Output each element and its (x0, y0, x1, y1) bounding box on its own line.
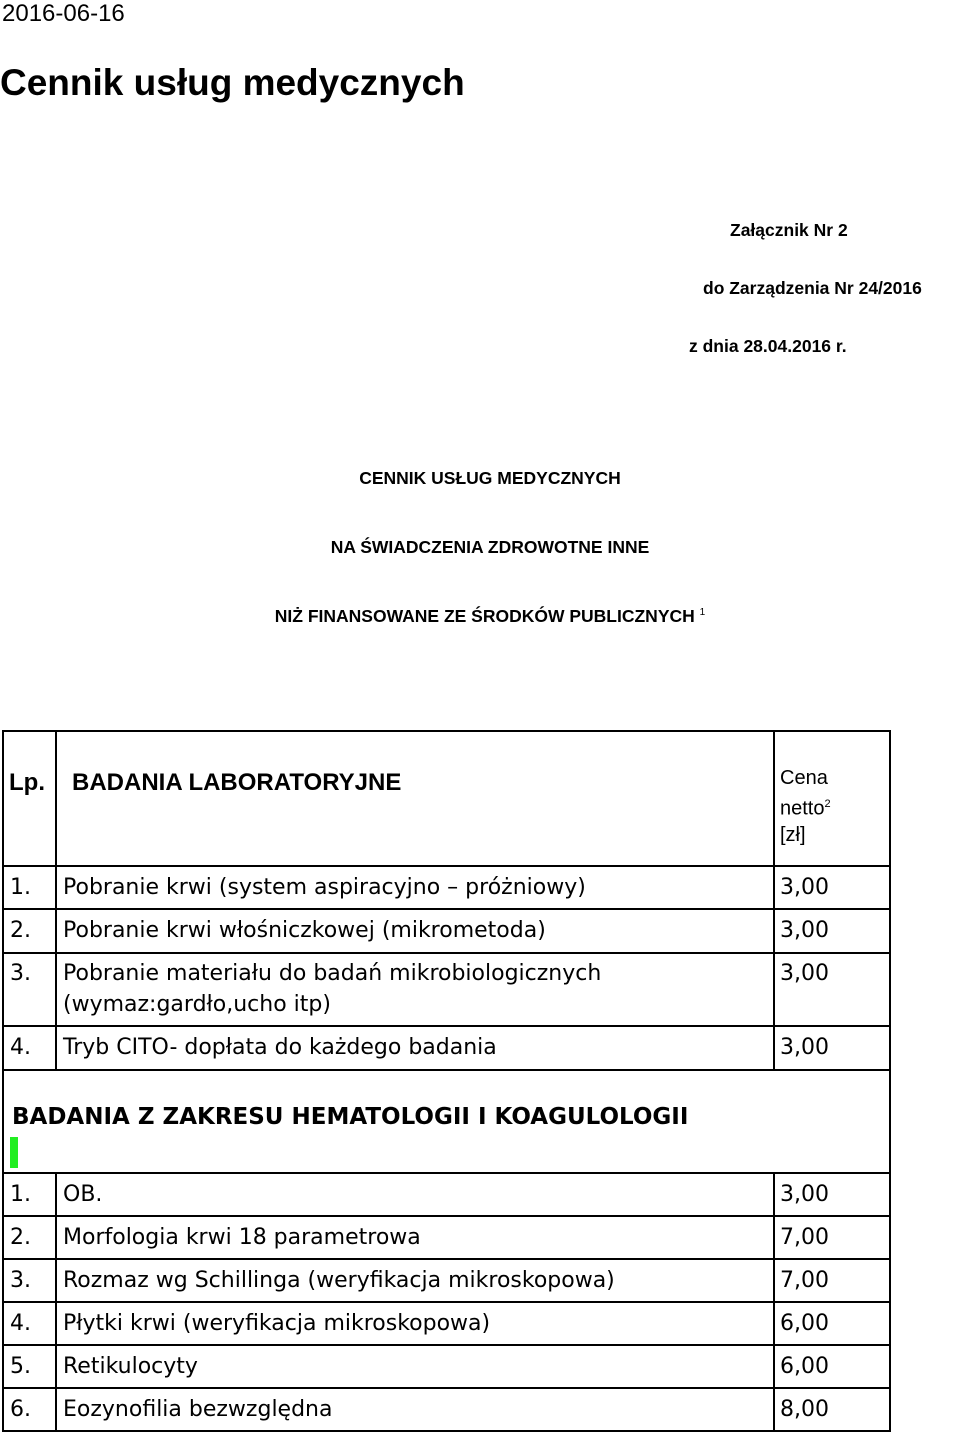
table-row-price: 3,00 (780, 918, 829, 943)
table-row-lp: 2. (10, 918, 31, 943)
table-row-name: Morfologia krwi 18 parametrowa (63, 1225, 421, 1250)
table-row-lp: 4. (10, 1035, 31, 1060)
text-cursor-marker (10, 1137, 18, 1168)
annex-date: z dnia 28.04.2016 r. (689, 336, 847, 356)
table-row-lp: 1. (10, 1182, 31, 1207)
table-row-name: OB. (63, 1182, 103, 1207)
price-header-line-2: netto$^2$ (780, 797, 831, 820)
table-row-lp: 5. (10, 1354, 31, 1379)
annex-number: Załącznik Nr 2 (730, 220, 848, 240)
table-row-price: 3,00 (780, 961, 829, 986)
price-footnote-marker: 2 (824, 798, 831, 810)
table2-row-rule (2, 1258, 891, 1260)
annex-order: do Zarządzenia Nr 24/2016 (703, 278, 922, 298)
table-row-price: 6,00 (780, 1354, 829, 1379)
table-row-name: Rozmaz wg Schillinga (weryfikacja mikroskopowa) (63, 1268, 615, 1293)
table1-divider-lp (55, 730, 57, 1071)
table-row-lp: 1. (10, 875, 31, 900)
table1-divider-price (773, 730, 775, 1071)
table-row-name: Pobranie krwi włośniczkowej (mikrometoda) (63, 918, 546, 943)
table1-row-rule (2, 908, 891, 910)
table-row-lp: 6. (10, 1397, 31, 1422)
heading-footnote-marker: 1 (699, 607, 706, 619)
table1-row-rule (2, 952, 891, 954)
heading-line-1: CENNIK USŁUG MEDYCZNYCH (359, 468, 621, 488)
document-title: Cennik usług medycznych (0, 62, 465, 103)
table-row-price: 7,00 (780, 1268, 829, 1293)
table-row-price: 8,00 (780, 1397, 829, 1422)
price-header-line-3: [zł] (780, 823, 806, 846)
table-row-price: 3,00 (780, 1035, 829, 1060)
table-row-lp: 3. (10, 961, 31, 986)
table-row-name: Retikulocyty (63, 1354, 198, 1379)
table-row-price: 6,00 (780, 1311, 829, 1336)
table-row-name: Eozynofilia bezwzględna (63, 1397, 333, 1422)
document-date: 2016-06-16 (2, 0, 125, 27)
heading-line-2: NA ŚWIADCZENIA ZDROWOTNE INNE (330, 537, 650, 557)
column-header-laboratory: BADANIA LABORATORYJNE (72, 769, 402, 796)
price-header-line-1: Cena (780, 767, 828, 789)
table1-header-rule (2, 865, 891, 867)
table2-row-rule (2, 1387, 891, 1389)
heading-line-3 (0, 606, 960, 627)
column-header-lp: Lp. (9, 769, 45, 796)
table2-row-rule (2, 1215, 891, 1217)
table-row-price: 3,00 (780, 1182, 829, 1207)
table2-header-rule (2, 1172, 891, 1174)
table-row-name: Pobranie krwi (system aspiracyjno – próżniowy) (63, 875, 586, 900)
table-row-price: 3,00 (780, 875, 829, 900)
table-row-name-continued: (wymaz:gardło,ucho itp) (63, 992, 331, 1017)
table-row-name: Pobranie materiału do badań mikrobiologicznych (63, 961, 602, 986)
table-row-lp: 2. (10, 1225, 31, 1250)
heading-line-3-text: NIŻ FINANSOWANE ZE ŚRODKÓW PUBLICZNYCH (274, 606, 695, 626)
section-title-hematology: BADANIA Z ZAKRESU HEMATOLOGII I KOAGULOLOGII (12, 1104, 689, 1130)
table-row-name: Tryb CITO- dopłata do każdego badania (63, 1035, 497, 1060)
table-row-lp: 3. (10, 1268, 31, 1293)
table2-row-rule (2, 1301, 891, 1303)
table1-row-rule (2, 1025, 891, 1027)
column-header-price (780, 765, 831, 848)
table-row-name: Płytki krwi (weryfikacja mikroskopowa) (63, 1311, 491, 1336)
table2-row-rule (2, 1344, 891, 1346)
table-row-price: 7,00 (780, 1225, 829, 1250)
table-row-lp: 4. (10, 1311, 31, 1336)
